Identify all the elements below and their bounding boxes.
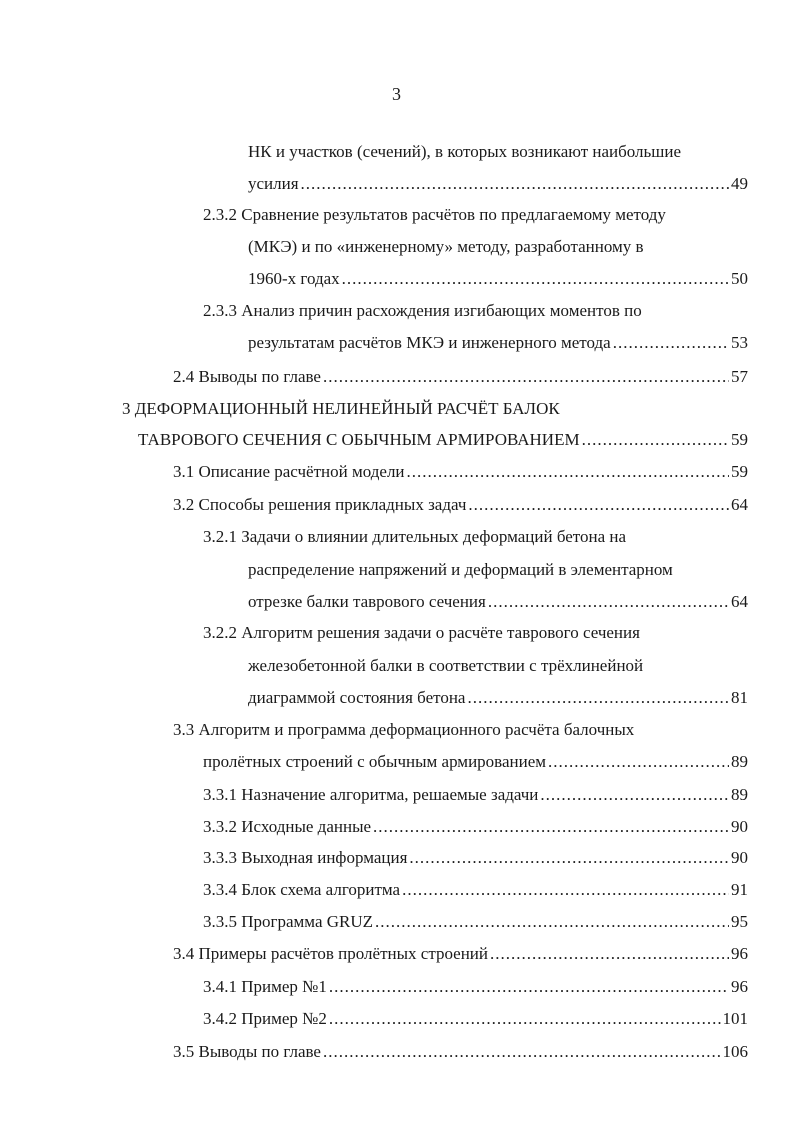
- dot-leader: [373, 816, 729, 838]
- toc-entry-line: [203, 911, 748, 933]
- dot-leader: [329, 1008, 721, 1030]
- toc-entry-text: 3.3.4 Блок схема алгоритма: [203, 880, 401, 899]
- toc-entry-line: [248, 559, 673, 581]
- toc-entry-line: [173, 943, 748, 965]
- toc-entry-line: [138, 429, 748, 451]
- toc-entry-line: [203, 976, 748, 998]
- dot-leader: [468, 494, 729, 516]
- toc-entry-line: [173, 461, 748, 483]
- toc-entry-line: [203, 816, 748, 838]
- dot-leader: [407, 461, 729, 483]
- toc-entry-text: 3.3 Алгоритм и программа деформационного расчёта балочных: [173, 720, 635, 739]
- toc-entry-text: железобетонной балки в соответствии с трёхлинейной: [248, 656, 644, 675]
- toc-page-number: 90: [731, 817, 748, 836]
- toc-page-number: 64: [731, 495, 748, 514]
- toc-entry-text: распределение напряжений и деформаций в элементарном: [248, 560, 673, 579]
- toc-page-number: 59: [731, 462, 748, 481]
- toc-entry-line: [203, 526, 626, 548]
- toc-entry-text: 3.4.2 Пример №2: [203, 1009, 327, 1028]
- dot-leader: [375, 911, 729, 933]
- toc-chapter-text: ТАВРОВОГО СЕЧЕНИЯ С ОБЫЧНЫМ АРМИРОВАНИЕМ: [138, 430, 580, 449]
- toc-entry-line: [203, 784, 748, 806]
- toc-page-number: 106: [722, 1042, 748, 1061]
- toc-page-number: 95: [731, 912, 748, 931]
- toc-page-number: 49: [731, 174, 748, 193]
- toc-entry-text: 3.4.1 Пример №1: [203, 977, 327, 996]
- toc-page-number: 59: [731, 430, 748, 449]
- toc-page-number: 89: [731, 752, 748, 771]
- dot-leader: [467, 687, 729, 709]
- toc-entry-text: 2.3.2 Сравнение результатов расчётов по предлагаемому методу: [203, 205, 666, 224]
- toc-page-number: 53: [731, 333, 748, 352]
- toc-entry-line: [203, 622, 640, 644]
- toc-entry-line: [173, 719, 634, 741]
- toc-entry-line: [248, 591, 748, 613]
- dot-leader: [323, 366, 729, 388]
- toc-entry-line: [248, 332, 748, 354]
- dot-leader: [342, 268, 729, 290]
- toc-entry-text: 3.3.3 Выходная информация: [203, 848, 408, 867]
- dot-leader: [548, 751, 729, 773]
- toc-page-number: 96: [731, 944, 748, 963]
- toc-entry-text: усилия: [248, 174, 299, 193]
- toc-entry-line: [248, 268, 748, 290]
- toc-page-number: 50: [731, 269, 748, 288]
- dot-leader: [613, 332, 729, 354]
- toc-entry-line: [122, 398, 560, 420]
- toc-entry-text: результатам расчётов МКЭ и инженерного метода: [248, 333, 611, 352]
- dot-leader: [488, 591, 729, 613]
- toc-page-number: 96: [731, 977, 748, 996]
- toc-entry-line: [173, 494, 748, 516]
- toc-page-number: 81: [731, 688, 748, 707]
- dot-leader: [582, 429, 729, 451]
- toc-entry-text: 2.3.3 Анализ причин расхождения изгибающих моментов по: [203, 301, 642, 320]
- toc-entry-text: 3.2.1 Задачи о влиянии длительных деформаций бетона на: [203, 527, 627, 546]
- toc-entry-line: [248, 173, 748, 195]
- toc-entry-text: 3.5 Выводы по главе: [173, 1042, 321, 1061]
- toc-entry-line: [173, 366, 748, 388]
- toc-entry-line: [203, 204, 666, 226]
- toc-entry-text: 2.4 Выводы по главе: [173, 367, 321, 386]
- toc-entry-line: [248, 655, 643, 677]
- toc-entry-line: [203, 847, 748, 869]
- dot-leader: [540, 784, 729, 806]
- toc-entry-text: 1960-х годах: [248, 269, 340, 288]
- toc-page-number: 64: [731, 592, 748, 611]
- toc-entry-text: диаграммой состояния бетона: [248, 688, 466, 707]
- dot-leader: [409, 847, 729, 869]
- toc-page-number: 90: [731, 848, 748, 867]
- page-number: 3: [392, 84, 401, 104]
- toc-entry-text: пролётных строений с обычным армированием: [203, 752, 547, 771]
- toc-entry-text: 3.3.1 Назначение алгоритма, решаемые задачи: [203, 785, 539, 804]
- toc-entry-text: НК и участков (сечений), в которых возникают наибольшие: [248, 142, 682, 161]
- toc-entry-text: 3.2.2 Алгоритм решения задачи о расчёте таврового сечения: [203, 623, 640, 642]
- toc-entry-text: отрезке балки таврового сечения: [248, 592, 486, 611]
- toc-entry-text: 3.4 Примеры расчётов пролётных строений: [173, 944, 489, 963]
- dot-leader: [490, 943, 729, 965]
- dot-leader: [301, 173, 729, 195]
- toc-entry-text: 3.3.5 Программа GRUZ: [203, 912, 374, 931]
- toc-entry-line: [203, 300, 642, 322]
- toc-entry-text: 3.1 Описание расчётной модели: [173, 462, 405, 481]
- toc-chapter-text: 3 ДЕФОРМАЦИОННЫЙ НЕЛИНЕЙНЫЙ РАСЧЁТ БАЛОК: [122, 399, 560, 418]
- toc-entry-line: [203, 879, 748, 901]
- dot-leader: [329, 976, 729, 998]
- dot-leader: [323, 1041, 721, 1063]
- toc-page-number: 101: [722, 1009, 748, 1028]
- toc-page-number: 57: [731, 367, 748, 386]
- dot-leader: [402, 879, 729, 901]
- toc-entry-line: [248, 687, 748, 709]
- toc-entry-line: [248, 141, 681, 163]
- toc-entry-text: 3.2 Способы решения прикладных задач: [173, 495, 467, 514]
- toc-entry-line: [173, 1041, 748, 1063]
- toc-page-number: 91: [731, 880, 748, 899]
- toc-entry-line: [203, 751, 748, 773]
- toc-entry-line: [203, 1008, 748, 1030]
- toc-entry-line: [248, 236, 644, 258]
- toc-entry-text: (МКЭ) и по «инженерному» методу, разработанному в: [248, 237, 644, 256]
- toc-page-number: 89: [731, 785, 748, 804]
- toc-entry-text: 3.3.2 Исходные данные: [203, 817, 372, 836]
